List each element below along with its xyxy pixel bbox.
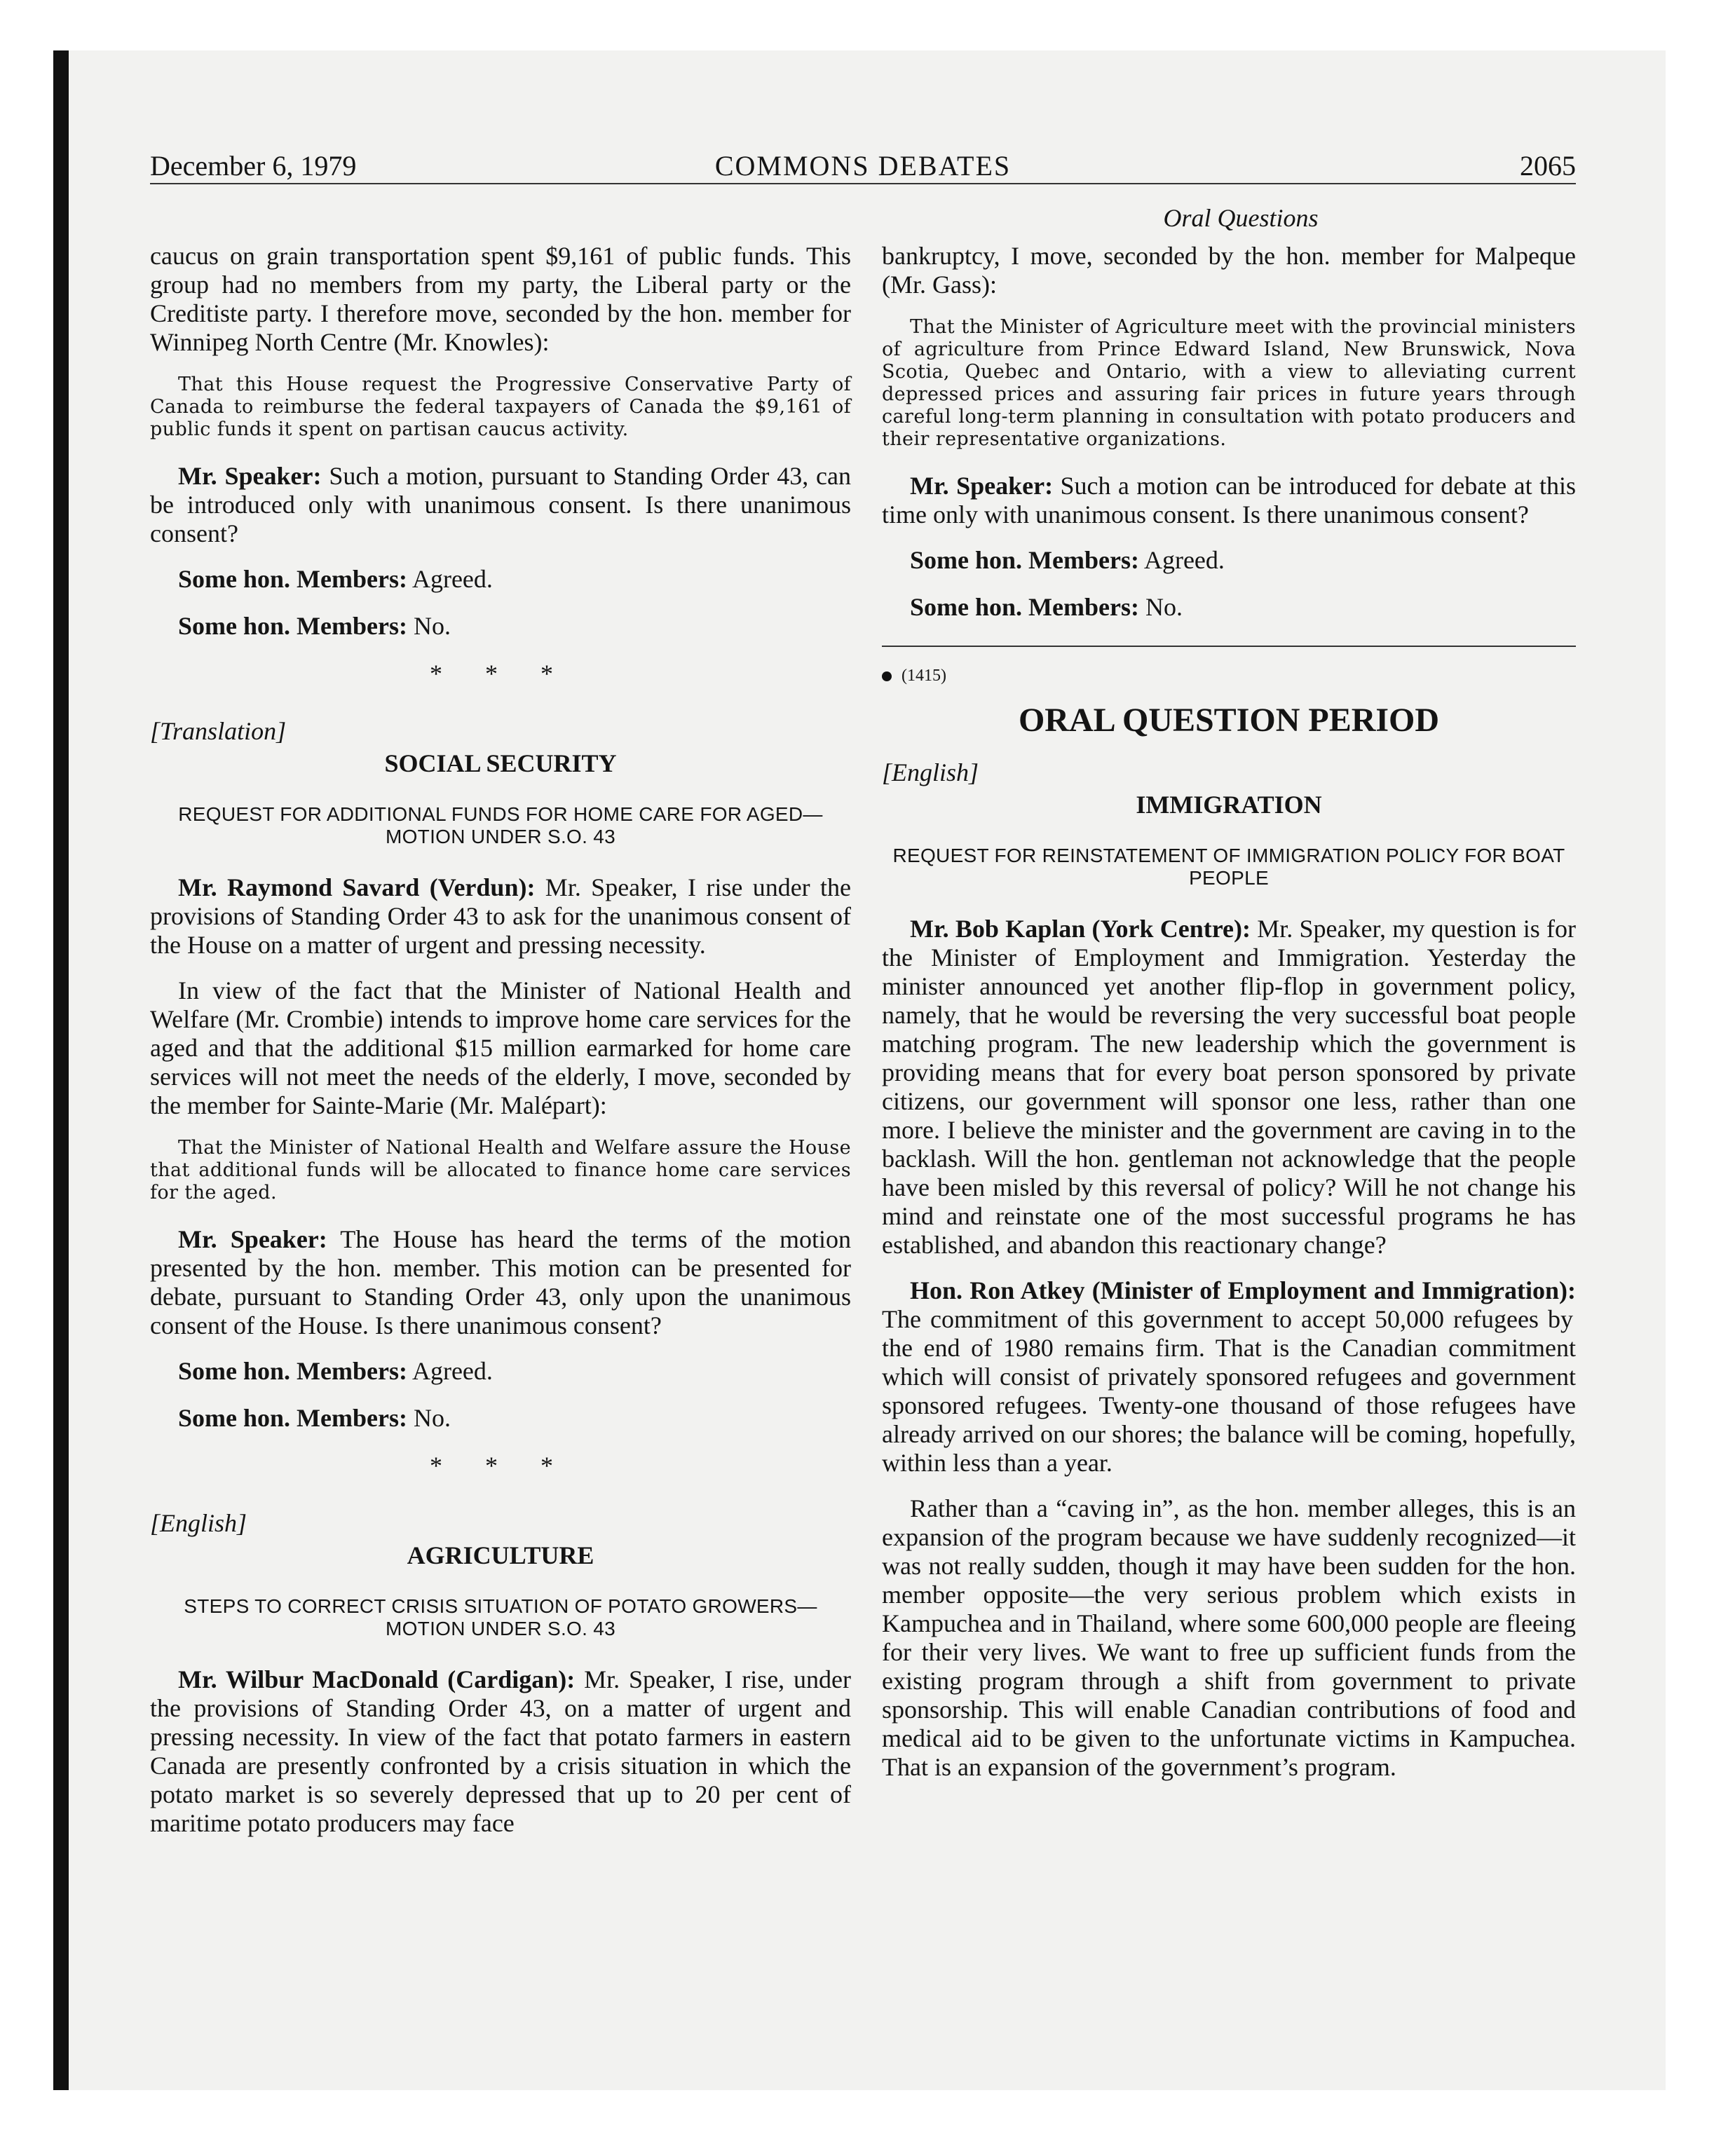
speaker-name: Some hon. Members: <box>178 1357 407 1385</box>
paragraph: In view of the fact that the Minister of National Health and Welfare (Mr. Crombie) intends to improve home care services for the aged and that the additional $15 million earmarked for home care services will not meet the needs of the elderly, I move, seconded by the member for Sainte-Marie (Mr. Malépart): <box>150 976 851 1119</box>
speech <box>150 1665 851 1838</box>
paragraph: Rather than a “caving in”, as the hon. member alleges, this is an expansion of the program because we have suddenly recognized—it was not really sudden, though it may have been sudden for the hon. member opposite—the very serious problem which exists in Kampuchea and in Thailand, where some 600,000 people are fleeing for their very lives. We want to free up sufficient funds from the existing program through a shift from government to private sponsorship. This will enable Canadian contributions of food and medical aid to be given to the unfortunate victims in Kampuchea. That is an expansion of the government’s program. <box>882 1494 1576 1781</box>
header-publication: COMMONS DEBATES <box>714 150 1012 182</box>
speech <box>882 1276 1576 1478</box>
speaker-name: Mr. Wilbur MacDonald (Cardigan): <box>178 1665 576 1693</box>
bullet-icon <box>882 671 892 681</box>
header-date: December 6, 1979 <box>150 150 357 182</box>
binding-edge <box>53 50 69 2090</box>
left-column <box>150 242 851 1855</box>
speaker-name: Mr. Raymond Savard (Verdun): <box>178 873 536 901</box>
speech-text: Such a motion, pursuant to Standing Order 43, can be introduced only with unanimous consent. Is there unanimous consent? <box>150 462 852 547</box>
reply <box>882 593 1576 622</box>
motion-text: That the Minister of National Health and Welfare assure the House that additional funds will be allocated to finance home care services for the aged. <box>150 1137 851 1203</box>
timestamp-text: (1415) <box>901 667 946 685</box>
speech-text: Agreed. <box>407 1357 493 1385</box>
speech-text: Such a motion can be introduced for debate at this time only with unanimous consent. Is there unanimous consent? <box>882 472 1577 528</box>
speaker-name: Mr. Speaker: <box>910 472 1054 500</box>
reply <box>150 612 851 641</box>
section-heading: AGRICULTURE <box>407 1541 594 1569</box>
speaker-name: Hon. Ron Atkey (Minister of Employment and Immigration): <box>910 1276 1576 1304</box>
section-heading: IMMIGRATION <box>1136 791 1322 819</box>
speech <box>882 915 1576 1260</box>
reply <box>150 565 851 594</box>
section-divider: * * * <box>430 1452 571 1480</box>
speech-text: Mr. Speaker, my question is for the Minister of Employment and Immigration. Yesterday the minister announced yet another flip-flop in government policy, namely, that he would be reversing the very successful boat people matching program. The new leadership which the government is providing means that for every boat person sponsored by private citizens, our government will sponsor one less, rather than one more. I believe the minister and the government are caving in to the backlash. Will the hon. gentleman not acknowledge that the people have been misled by this reversal of policy? Will he not change his mind and reinstate one of the most successful programs he has established, and abandon this reactionary change? <box>882 915 1576 1259</box>
language-note: [English] <box>150 1509 247 1537</box>
section-divider: * * * <box>430 660 571 688</box>
paragraph: bankruptcy, I move, seconded by the hon. member for Malpeque (Mr. Gass): <box>882 242 1576 299</box>
speaker-name: Mr. Speaker: <box>178 1225 327 1253</box>
speech-text: No. <box>407 1404 451 1432</box>
section-subheading: STEPS TO CORRECT CRISIS SITUATION OF POTATO GROWERS—MOTION UNDER S.O. 43 <box>184 1595 817 1639</box>
speech-text: No. <box>1138 593 1183 621</box>
reply <box>150 1404 851 1433</box>
timestamp <box>882 667 1576 685</box>
language-note: [English] <box>882 758 979 786</box>
header-page-number: 2065 <box>1520 150 1576 182</box>
horizontal-rule <box>882 646 1576 647</box>
speech-text: The commitment of this government to accept 50,000 refugees by the end of 1980 remains firm. That is the Canadian commitment which will consist of privately sponsored refugees and government sponsored refugees. Twenty-one thousand of those refugees have already arrived on our shores; the balance will be coming, hopefully, within less than a year. <box>882 1305 1576 1477</box>
speaker-name: Some hon. Members: <box>178 1404 407 1432</box>
speech-text: Agreed. <box>1138 546 1225 574</box>
speaker-name: Some hon. Members: <box>178 612 407 640</box>
speaker-name: Mr. Speaker: <box>178 462 322 490</box>
page-header <box>150 149 1576 184</box>
reply <box>150 1357 851 1386</box>
speaker-name: Some hon. Members: <box>910 593 1139 621</box>
speaker-name: Some hon. Members: <box>178 565 407 593</box>
speech <box>150 1225 851 1340</box>
motion-text: That this House request the Progressive Conservative Party of Canada to reimburse the federal taxpayers of Canada the $9,161 of public funds it spent on partisan caucus activity. <box>150 374 851 440</box>
section-subheading: REQUEST FOR ADDITIONAL FUNDS FOR HOME CARE FOR AGED—MOTION UNDER S.O. 43 <box>178 803 823 847</box>
speech-text: No. <box>407 612 451 640</box>
major-heading: ORAL QUESTION PERIOD <box>1018 702 1440 739</box>
section-subheading: REQUEST FOR REINSTATEMENT OF IMMIGRATION POLICY FOR BOAT PEOPLE <box>892 845 1565 889</box>
paragraph: caucus on grain transportation spent $9,161 of public funds. This group had no members from my party, the Liberal party or the Creditiste party. I therefore move, seconded by the hon. member for Winnipeg North Centre (Mr. Knowles): <box>150 242 851 356</box>
language-note: [Translation] <box>150 717 287 745</box>
speech-text: Agreed. <box>407 565 493 593</box>
right-column <box>882 242 1576 1799</box>
speaker-name: Mr. Bob Kaplan (York Centre): <box>910 915 1251 943</box>
speech-text: Mr. Speaker, I rise, under the provisions of Standing Order 43, on a matter of urgent and pressing necessity. In view of the fact that potato farmers in eastern Canada are presently confronted by a crisis situation in which the potato market is so severely depressed that up to 20 per cent of maritime potato producers may face <box>150 1665 851 1837</box>
speech <box>150 462 851 548</box>
section-heading: SOCIAL SECURITY <box>384 749 617 777</box>
running-head: Oral Questions <box>1163 204 1319 232</box>
speaker-name: Some hon. Members: <box>910 546 1139 574</box>
reply <box>882 546 1576 575</box>
speech-text: The House has heard the terms of the motion presented by the hon. member. This motion can be presented for debate, pursuant to Standing Order 43, only upon the unanimous consent of the House. Is there unanimous consent? <box>150 1225 851 1339</box>
speech <box>150 873 851 960</box>
speech-text: Mr. Speaker, I rise under the provisions of Standing Order 43 to ask for the unanimous consent of the House on a matter of urgent and pressing necessity. <box>150 873 851 959</box>
motion-text: That the Minister of Agriculture meet with the provincial ministers of agriculture from Prince Edward Island, New Brunswick, Nova Scotia, Quebec and Ontario, with a view to alleviating current depressed prices and assuring fair prices in future years through careful long-term planning in consultation with potato producers and their representative organizations. <box>882 316 1576 450</box>
speech <box>882 472 1576 529</box>
